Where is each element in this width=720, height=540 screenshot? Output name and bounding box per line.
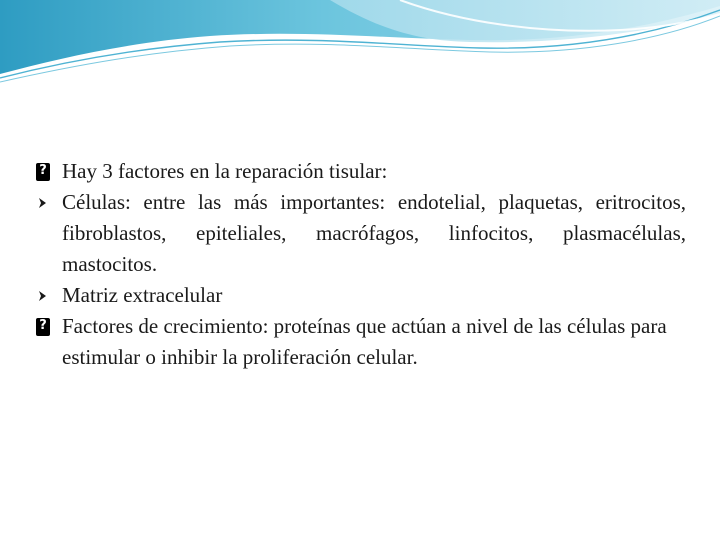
bullet-text: Matriz extracelular [62, 283, 223, 307]
paragraph-text: Factores de crecimiento: proteínas que actúan a nivel de las células para estimular o inhibir la proliferación celular. [62, 314, 667, 369]
arrow-bullet-icon [38, 290, 48, 302]
missing-glyph-icon [36, 163, 50, 181]
paragraph-growth-factors [36, 311, 686, 373]
arrow-bullet-icon [38, 197, 48, 209]
header-wave-decoration [0, 0, 720, 90]
paragraph-text: Hay 3 factores en la reparación tisular: [62, 159, 388, 183]
paragraph-intro [36, 156, 686, 187]
slide-body-text [36, 156, 686, 373]
bullet-cells [36, 187, 686, 280]
bullet-text: Células: entre las más importantes: endotelial, plaquetas, eritrocitos, fibroblastos, epiteliales, macrófagos, linfocitos, plasmacélulas, mastocitos. [62, 190, 686, 276]
bullet-matrix [36, 280, 686, 311]
missing-glyph-icon [36, 318, 50, 336]
